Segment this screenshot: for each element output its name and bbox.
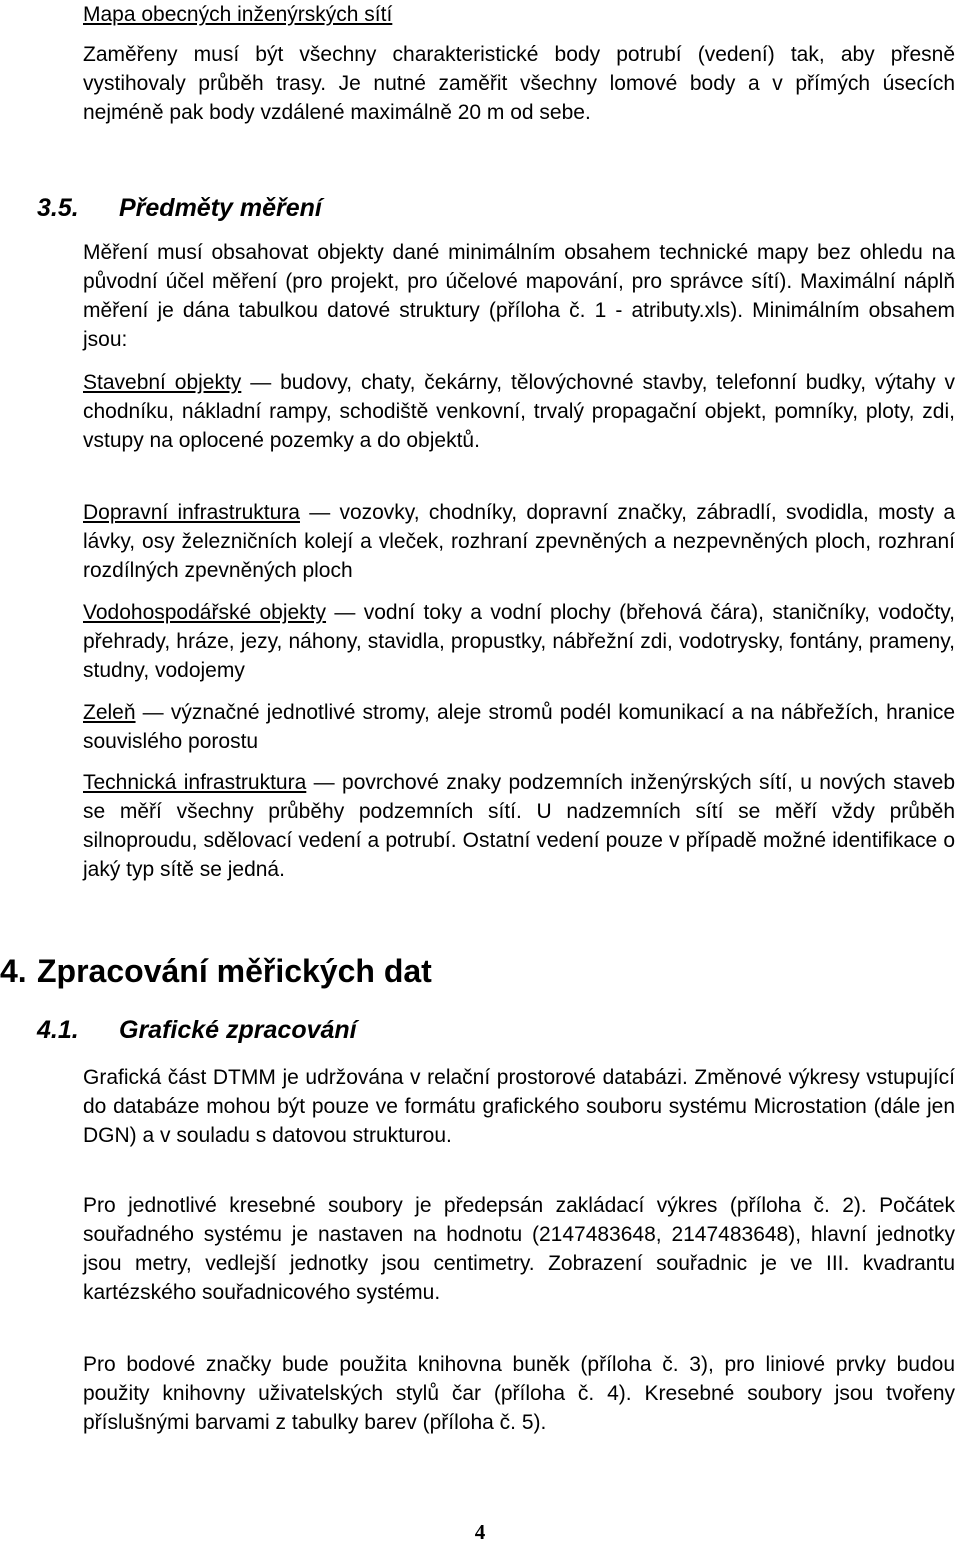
chapter-number: 4. [0,953,27,989]
item-term: Dopravní infrastruktura [83,501,300,524]
section-heading-4-1 [37,1015,357,1045]
section-heading-3-5 [37,193,322,223]
chapter-heading-4 [0,951,432,991]
subsection-heading: Mapa obecných inženýrských sítí [83,3,393,26]
paragraph-graphic-part: Grafická část DTMM je udržována v relační prostorové databázi. Změnové výkresy vstupující do databáze mohou být pouze ve formátu grafického souboru systému Microstation (dále jen DGN) a v souladu s datovou strukturou. [83,1066,955,1147]
item-term: Technická infrastruktura [83,771,307,794]
item-text: budovy, chaty, čekárny, tělovýchovné stavby, telefonní budky, výtahy v chodníku, nákladní rampy, schodiště venkovní, trvalý propagační objekt, pomníky, ploty, zdi, vstupy na oplocené pozemky a do objektů. [83,371,956,452]
paragraph-survey-requirements: Zaměřeny musí být všechny charakteristické body potrubí (vedení) tak, aby přesně vystihovaly průběh trasy. Je nutné zaměřit všechny lomové body a v přímých úsecích nejméně pak body vzdálené maximálně 20 m od sebe. [83,43,955,124]
chapter-title: Zpracování měřických dat [37,953,432,989]
section-number: 3.5. [37,194,79,222]
paragraph-cell-library: Pro bodové značky bude použita knihovna buněk (příloha č. 3), pro liniové prvky budou použity knihovny uživatelských stylů čar (příloha č. 4). Kresebné soubory jsou tvořeny příslušnými barvami z tabulky barev (příloha č. 5). [83,1353,955,1434]
item-term: Stavební objekty [83,371,242,394]
list-item-technical-infrastructure: Technická infrastruktura — povrchové znaky podzemních inženýrských sítí, u nových staveb se měří všechny průběhy podzemních sítí. U nadzemních sítí se měří vždy průběh silnoproudu, sdělovací vedení a potrubí. Ostatní vedení pouze v případě možné identifikace o jaký typ sítě se jedná. [83,771,956,881]
item-text: vozovky, chodníky, dopravní značky, zábradlí, svodidla, mosty a lávky, osy železničních kolejí a vleček, rozhraní zpevněných a nezpevněných ploch, rozhraní rozdílných zpevněných ploch [83,501,955,582]
section-number: 4.1. [37,1016,79,1044]
list-item-transport-infrastructure: Dopravní infrastruktura — vozovky, chodníky, dopravní značky, zábradlí, svodidla, mosty a lávky, osy železničních kolejí a vleček, rozhraní zpevněných a nezpevněných ploch, rozhraní rozdílných zpevněných ploch [83,501,955,582]
item-term: Zeleň [83,701,136,724]
paragraph-seed-file: Pro jednotlivé kresebné soubory je předepsán zakládací výkres (příloha č. 2). Počátek souřadného systému je nastaven na hodnotu (2147483648, 2147483648), hlavní jednotky jsou metry, vedlejší jednotky jsou centimetry. Zobrazení souřadnic je ve III. kvadrantu kartézského souřadnicového systému. [83,1194,955,1304]
list-item-greenery: Zeleň — význačné jednotlivé stromy, aleje stromů podél komunikací a na nábřežích, hranice souvislého porostu [83,701,955,753]
section-title: Předměty měření [119,194,322,222]
item-text: povrchové znaky podzemních inženýrských sítí, u nových staveb se měří všechny průběhy podzemních sítí. U nadzemních sítí se měří vždy průběh silnoproudu, sdělovací vedení a potrubí. Ostatní vedení pouze v případě možné identifikace o jaký typ sítě se jedná. [83,771,956,881]
item-text: vodní toky a vodní plochy (břehová čára), staničníky, vodočty, přehrady, hráze, jezy, náhony, stavidla, propustky, nábřežní zdi, vodotrysky, fontány, prameny, studny, vodojemy [83,601,955,682]
list-item-water-objects: Vodohospodářské objekty — vodní toky a vodní plochy (břehová čára), staničníky, vodočty, přehrady, hráze, jezy, náhony, stavidla, propustky, nábřežní zdi, vodotrysky, fontány, prameny, studny, vodojemy [83,601,955,682]
section-title: Grafické zpracování [119,1016,357,1044]
item-term: Vodohospodářské objekty [83,601,327,624]
list-item-building-objects: Stavební objekty — budovy, chaty, čekárny, tělovýchovné stavby, telefonní budky, výtahy v chodníku, nákladní rampy, schodiště venkovní, trvalý propagační objekt, pomníky, ploty, zdi, vstupy na oplocené pozemky a do objektů. [83,371,956,452]
item-text: význačné jednotlivé stromy, aleje stromů podél komunikací a na nábřežích, hranice souvislého porostu [83,701,955,753]
page-number: 4 [474,1520,486,1544]
paragraph-measurement-intro: Měření musí obsahovat objekty dané minimálním obsahem technické mapy bez ohledu na původní účel měření (pro projekt, pro účelové mapování, pro správce sítí). Maximální náplň měření je dána tabulkou datové struktury (příloha č. 1 - atributy.xls). Minimálním obsahem jsou: [83,241,955,351]
